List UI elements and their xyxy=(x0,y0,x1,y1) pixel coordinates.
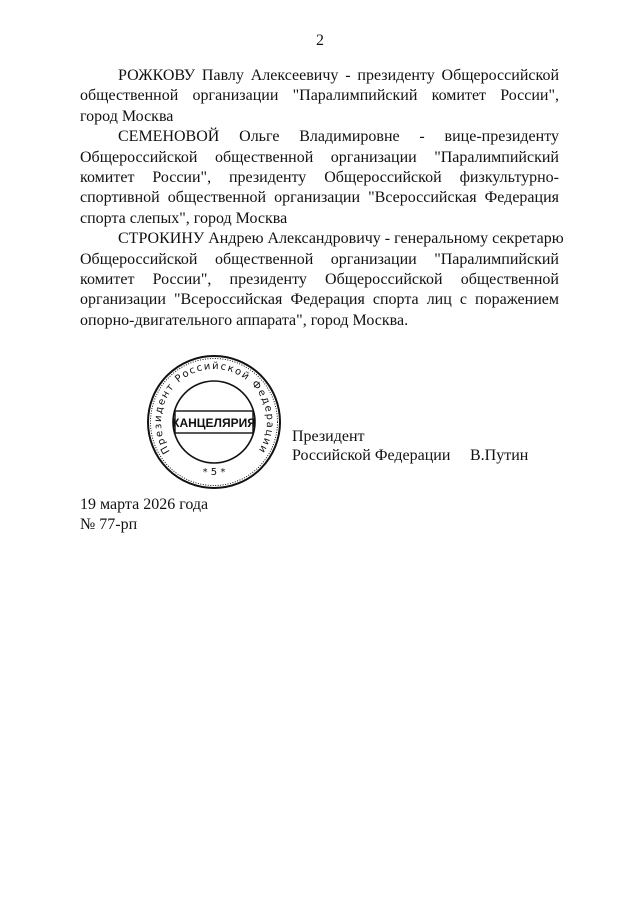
page-number: 2 xyxy=(316,32,324,49)
stamp-ring-text: Президент Российской Федерации xyxy=(152,360,276,456)
document-date: 19 марта 2026 года xyxy=(80,496,209,513)
document-number: № 77-рп xyxy=(80,516,138,533)
text-line: СЕМЕНОВОЙ Ольге Владимировне - вице-президенту xyxy=(118,128,559,146)
document-body xyxy=(80,66,564,331)
paragraph-semenova xyxy=(80,127,559,229)
official-stamp xyxy=(146,354,282,490)
signature-name: В.Путин xyxy=(470,447,529,464)
paragraph-rozhkov xyxy=(80,66,559,127)
text-line: организации "Всероссийская Федерация спорта лиц с поражением xyxy=(80,291,559,309)
text-line: комитет России", президенту Общероссийской физкультурно- xyxy=(80,169,559,187)
signature-title-line1: Президент xyxy=(292,428,365,445)
stamp-number: * 5 * xyxy=(202,467,226,478)
text-line: Общероссийской общественной организации "Паралимпийский xyxy=(80,148,559,166)
text-line: РОЖКОВУ Павлу Алексеевичу - президенту Общероссийской xyxy=(118,67,559,84)
text-line: общественной организации "Паралимпийский комитет России", xyxy=(80,87,559,105)
paragraph-strokin xyxy=(80,229,564,331)
text-line: СТРОКИНУ Андрею Александровичу - генеральному секретарю xyxy=(118,230,564,248)
text-line: комитет России", президенту Общероссийской общественной xyxy=(80,271,559,289)
text-line: спорта слепых", город Москва xyxy=(80,209,288,227)
text-line: Общероссийской общественной организации "Паралимпийский xyxy=(80,250,559,268)
text-line: город Москва xyxy=(80,107,174,125)
signature-title-line2: Российской Федерации xyxy=(292,447,451,464)
text-line: спортивной общественной организации "Всероссийская Федерация xyxy=(80,189,559,207)
stamp-center-text: КАНЦЕЛЯРИЯ xyxy=(172,416,256,430)
text-line: опорно-двигательного аппарата", город Москва. xyxy=(80,311,409,329)
